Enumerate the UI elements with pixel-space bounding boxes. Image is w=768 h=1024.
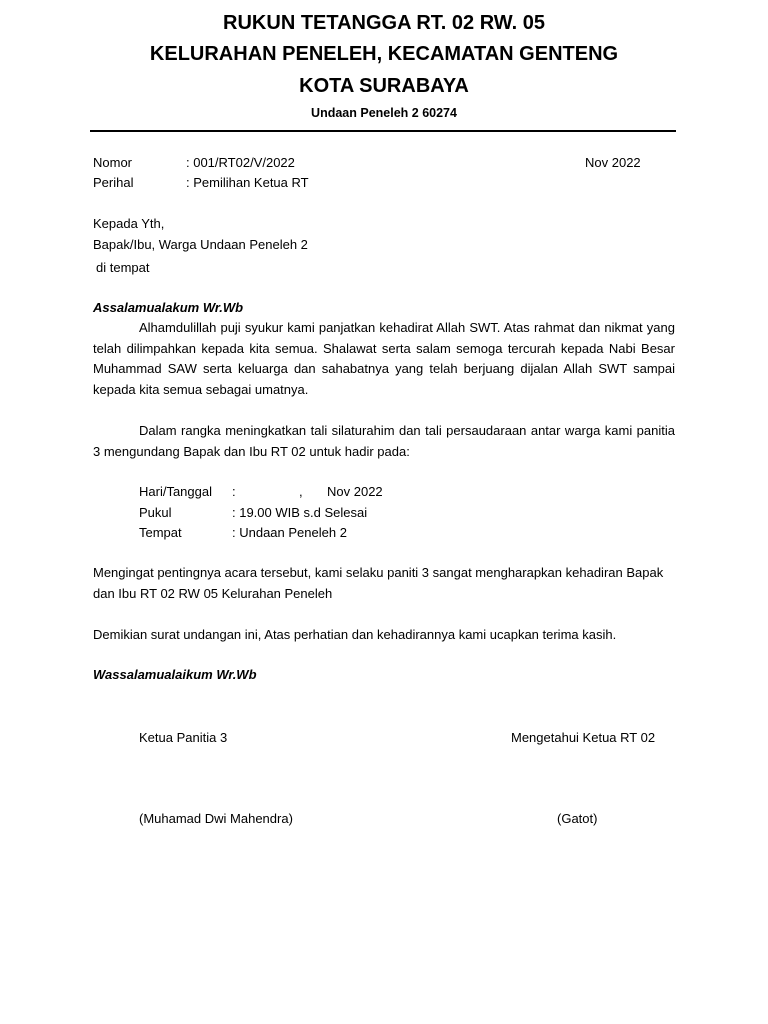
paragraph-closing: Demikian surat undangan ini, Atas perhatian dan kehadirannya kami ucapkan terima kasih. — [93, 627, 617, 642]
hari-colon: : — [232, 484, 236, 499]
paragraph-opening-text: Alhamdulillah puji syukur kami panjatkan kehadirat Allah SWT. Atas rahmat dan nikmat yang telah dilimpahkan kepada kita semua. Shalawat serta salam semoga tercurah kepada Nabi Besar Muhammad SAW serta keluarga dan sahabatnya yang telah berjuang dijalan Allah SWT sampai kepada kita semua sebagai umatnya. — [93, 320, 675, 397]
letterhead-address: Undaan Peneleh 2 60274 — [311, 106, 457, 120]
letterhead-city: KOTA SURABAYA — [299, 75, 469, 97]
recipient-location: di tempat — [96, 260, 150, 275]
letterhead-title: RUKUN TETANGGA RT. 02 RW. 05 — [223, 12, 545, 34]
signature-left-name: (Muhamad Dwi Mahendra) — [139, 811, 293, 826]
hari-date: Nov 2022 — [327, 484, 383, 499]
pukul-value: : 19.00 WIB s.d Selesai — [232, 505, 368, 520]
nomor-label: Nomor — [93, 155, 133, 170]
recipient-salutation: Kepada Yth, — [93, 216, 165, 231]
hari-label: Hari/Tanggal — [139, 484, 212, 499]
letterhead-district: KELURAHAN PENELEH, KECAMATAN GENTENG — [149, 43, 619, 65]
perihal-label: Perihal — [93, 175, 134, 190]
signature-right-name: (Gatot) — [557, 811, 598, 826]
signature-left-title: Ketua Panitia 3 — [139, 730, 228, 745]
signature-right-title: Mengetahui Ketua RT 02 — [511, 730, 656, 745]
perihal-value: : Pemilihan Ketua RT — [186, 175, 309, 190]
pukul-label: Pukul — [139, 505, 172, 520]
recipient-name: Bapak/Ibu, Warga Undaan Peneleh 2 — [93, 237, 308, 252]
tempat-label: Tempat — [139, 525, 182, 540]
paragraph-invitation — [93, 421, 675, 462]
paragraph-invitation-text: Dalam rangka meningkatkan tali silaturahim dan tali persaudaraan antar warga kami panitia 3 mengundang Bapak dan Ibu RT 02 untuk hadir pada: — [93, 423, 675, 459]
closing-greeting: Wassalamualaikum Wr.Wb — [93, 667, 257, 682]
paragraph-opening — [93, 318, 675, 400]
letter-date: Nov 2022 — [585, 155, 641, 170]
paragraph-hope: Mengingat pentingnya acara tersebut, kami selaku paniti 3 sangat mengharapkan kehadiran Bapak dan Ibu RT 02 RW 05 Kelurahan Peneleh — [93, 565, 664, 601]
header-divider — [90, 130, 676, 132]
opening-greeting: Assalamualakum Wr.Wb — [93, 300, 244, 315]
hari-comma: , — [299, 484, 303, 499]
tempat-value: : Undaan Peneleh 2 — [232, 525, 347, 540]
nomor-value: : 001/RT02/V/2022 — [186, 155, 295, 170]
